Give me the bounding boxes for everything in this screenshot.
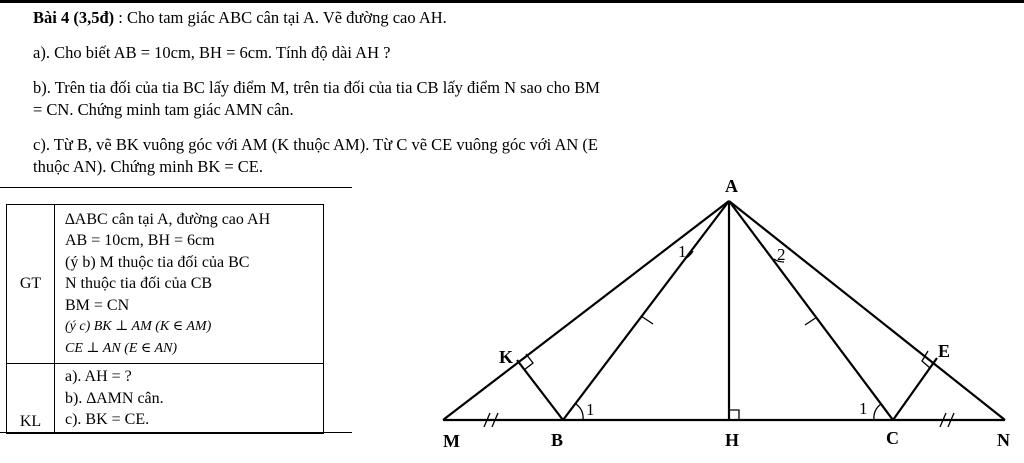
point-label-m: M: [443, 431, 460, 451]
point-label-a: A: [725, 176, 738, 196]
gt-line: CE ⊥ AN (E ∈ AN): [65, 340, 178, 356]
tick-mark-ab: [641, 316, 653, 324]
gt-line: (ý b) M thuộc tia đối của BC: [65, 253, 250, 271]
gt-line: N thuộc tia đối của CB: [65, 275, 213, 293]
point-label-e: E: [938, 341, 951, 361]
angle-label-a2: 2: [777, 245, 786, 264]
point-label-n: N: [997, 430, 1010, 450]
part-a-text: a). Cho biết AB = 10cm, BH = 6cm. Tính độ dài AH ?: [33, 43, 391, 62]
gt-line: BM = CN: [65, 296, 130, 314]
point-label-b: B: [551, 430, 564, 450]
point-label-c: C: [886, 428, 899, 448]
segment-am: [443, 201, 729, 420]
part-c-line-2: thuộc AN). Chứng minh BK = CE.: [33, 157, 264, 176]
point-label-k: K: [499, 347, 514, 367]
kl-line: c). BK = CE.: [65, 411, 150, 428]
kl-label: KL: [7, 364, 55, 434]
angle-label-a1: 1: [678, 242, 687, 261]
angle-label-b1: 1: [586, 400, 595, 419]
part-b-line-2: = CN. Chứng minh tam giác AMN cân.: [33, 100, 294, 119]
kl-line: a). AH = ?: [65, 368, 132, 385]
kl-line: b). ∆AMN cân.: [65, 389, 164, 407]
tick-mark-ac: [805, 317, 817, 325]
angle-arc-c1: [874, 404, 881, 420]
segment-bk: [517, 360, 563, 420]
segment-ab: [563, 201, 729, 420]
part-b-line-1: b). Trên tia đối của tia BC lấy điểm M, trên tia đối của tia CB lấy điểm N sao cho BM: [33, 78, 600, 97]
segment-ce: [893, 358, 937, 420]
angle-label-c1: 1: [859, 399, 868, 418]
problem-intro: : Cho tam giác ABC cân tại A. Vẽ đường cao AH.: [114, 8, 447, 27]
right-angle-mark-h: [729, 410, 739, 420]
part-c-line-1: c). Từ B, vẽ BK vuông góc với AM (K thuộc AM). Từ C vẽ CE vuông góc với AN (E: [33, 135, 598, 154]
segment-an: [729, 201, 1005, 420]
gt-label: GT: [7, 205, 55, 364]
problem-title: Bài 4 (3,5đ): [33, 8, 115, 27]
gt-line: (ý c) BK ⊥ AM (K ∈ AM): [65, 319, 212, 335]
point-label-h: H: [725, 430, 740, 450]
gt-line: AB = 10cm, BH = 6cm: [65, 232, 215, 250]
gt-line: ∆ABC cân tại A, đường cao AH: [65, 210, 271, 228]
angle-arc-b1: [576, 404, 583, 420]
